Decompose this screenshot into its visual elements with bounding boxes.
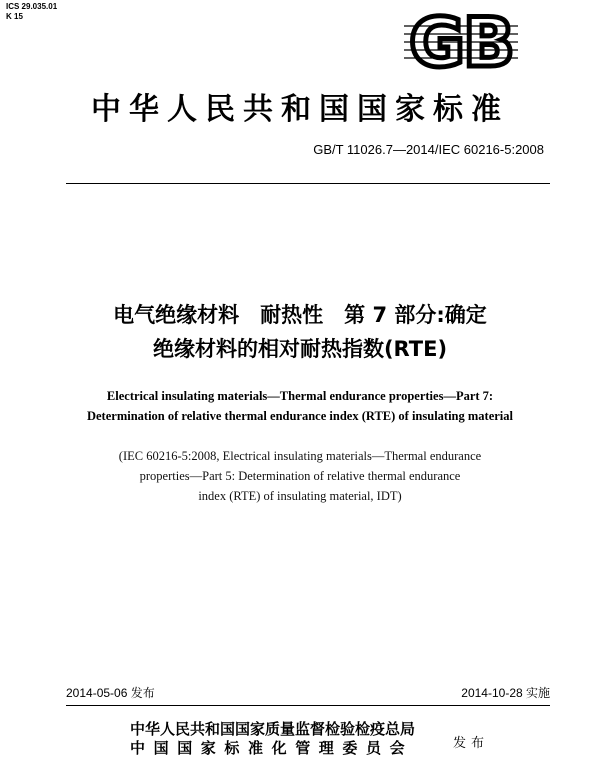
chinese-title-line2: 绝缘材料的相对耐热指数(RTE) — [152, 337, 448, 361]
publish-date: 2014-05-06 发布 — [66, 686, 155, 700]
gb-logo-text: GB — [409, 12, 513, 72]
issuer-aqsiq: 中华人民共和国国家质量监督检验检疫总局 — [130, 720, 416, 738]
bottom-divider — [66, 705, 550, 706]
standard-number: GB/T 11026.7—2014/IEC 60216-5:2008 — [313, 142, 544, 157]
iec-line3: index (RTE) of insulating material, IDT) — [198, 489, 402, 503]
issuing-authorities — [130, 720, 415, 758]
publish-label: 发布 — [453, 736, 490, 751]
iec-line1: (IEC 60216-5:2008, Electrical insulating materials—Thermal endurance — [118, 449, 482, 463]
ccs-code: K 15 — [6, 12, 23, 21]
english-title-line1: Electrical insulating materials—Thermal endurance properties—Part 7: — [106, 389, 494, 403]
issuer-sac: 中国国家标准化管理委员会 — [130, 739, 414, 757]
english-title-line2: Determination of relative thermal endurance index (RTE) of insulating material — [86, 409, 513, 423]
implement-date: 2014-10-28 实施 — [461, 686, 550, 700]
ics-code: ICS 29.035.01 — [6, 2, 58, 11]
iec-line2: properties—Part 5: Determination of relative thermal endurance — [139, 469, 461, 483]
national-standard-heading: 中华人民共和国国家标准 — [91, 92, 509, 127]
top-divider — [66, 183, 550, 184]
chinese-title-line1: 电气绝缘材料 耐热性 第 7 部分:确定 — [113, 303, 487, 327]
iec-equivalence — [60, 446, 540, 506]
chinese-title — [0, 298, 600, 366]
english-title — [0, 386, 600, 426]
gb-logo — [398, 12, 524, 72]
classification-codes — [6, 2, 57, 22]
